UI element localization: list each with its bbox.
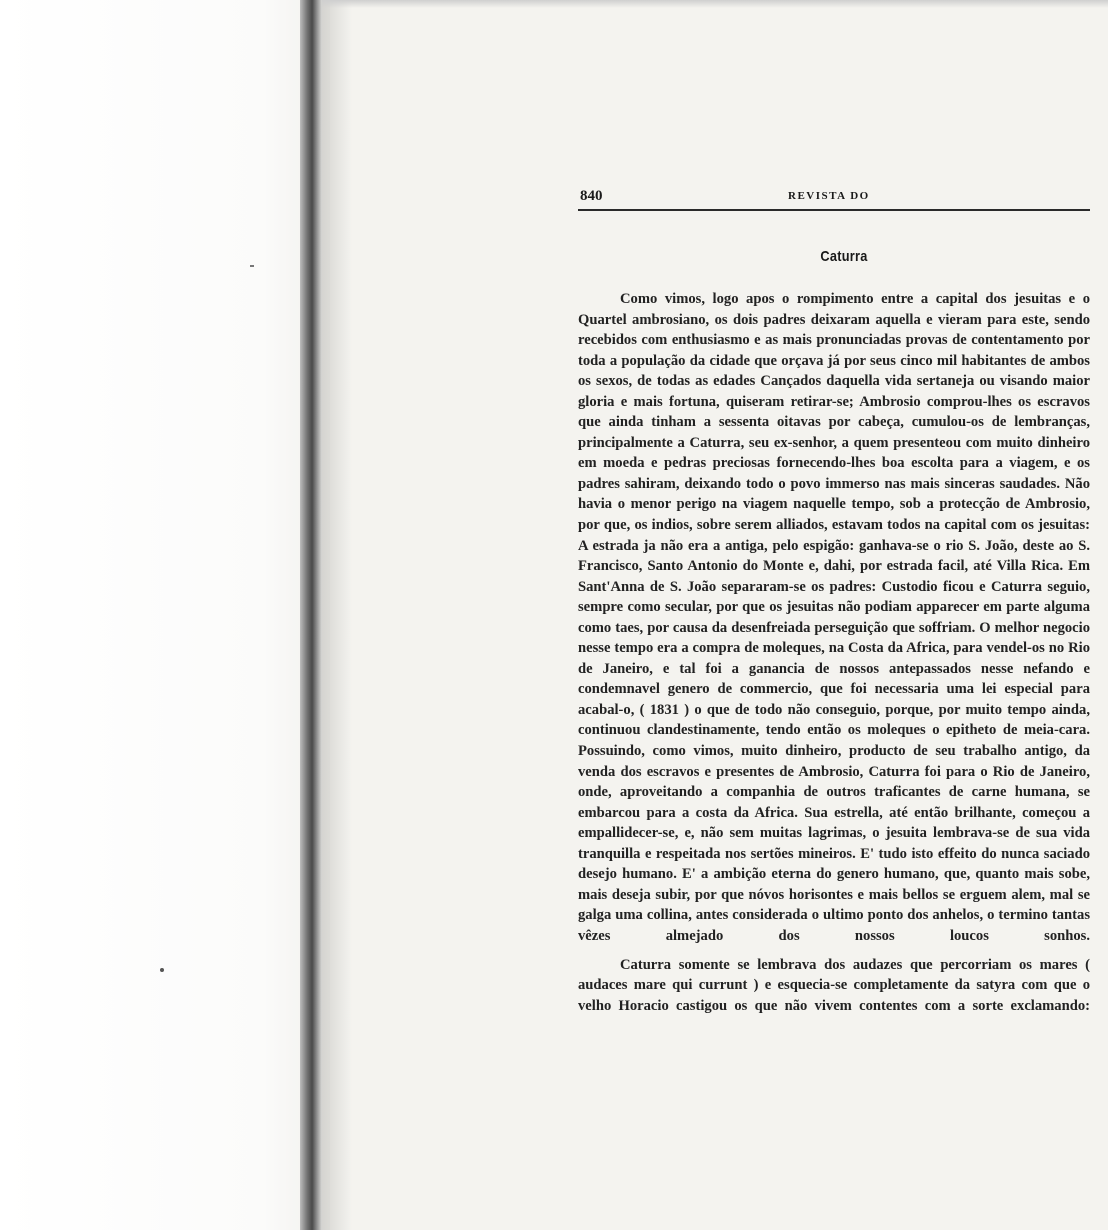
- book-spine: [300, 0, 322, 1230]
- paragraph: Como vimos, logo apos o rompimento entre a capital dos jesuitas e o Quartel ambrosiano, os dois padres deixaram aquella e vieram para este, sendo recebidos com enthusiasmo e as mais pronunciadas provas de contentamento por toda a população da cidade que orçava já por seus cinco mil habitantes de ambos os sexos, de todas as edades Cançados daquella vida sertaneja ou visando maior gloria e mais fortuna, quiseram retirar-se; Ambrosio comprou-lhes os escravos que ainda tinham a sessenta oitavas por cabeça, cumulou-os de lembranças, principalmente a Caturra, seu ex-senhor, a quem presenteou com muito dinheiro em moeda e pedras preciosas fornecendo-lhes boa escolta para a viagem, e os padres sahiram, deixando todo o povo immerso nas mais sinceras saudades. Não havia o menor perigo na viagem naquelle tempo, sob a protecção de Ambrosio, por que, os indios, sobre serem alliados, estavam todos na capital com os jesuitas: A estrada ja não era a antiga, pelo espigão: ganhava-se o rio S. João, deste ao S. Francisco, Santo Antonio do Monte e, dahi, por estrada facil, até Villa Rica. Em Sant'Anna de S. João separaram-se os padres: Custodio ficou e Caturra seguio, sempre como secular, por que os jesuitas não podiam apparecer em parte alguma como taes, por causa da desenfreiada perseguição que soffriam. O melhor negocio nesse tempo era a compra de moleques, na Costa da Africa, para vendel-os no Rio de Janeiro, e tal foi a ganancia de nossos antepassados nesse nefando e condemnavel genero de commercio, que foi necessaria uma lei especial para acabal-o, ( 1831 ) o que de todo não conseguio, porque, por muito tempo ainda, continuou clandestinamente, tendo então os moleques o epitheto de meia-cara. Possuindo, como vimos, muito dinheiro, producto de seu trabalho antigo, da venda dos escravos e presentes de Ambrosio, Caturra foi para o Rio de Janeiro, onde, aproveitando a companhia de outros traficantes de carne humana, se embarcou para a costa da Africa. Sua estrella, até então brilhante, começou a empallidecer-se, e, não sem muitas lagrimas, o jesuita lembrava-se de sua vida tranquilla e respeitada nos sertões mineiros. E' tudo isto effeito do nunca saciado desejo humano. E' a ambição eterna do genero humano, que, quanto mais sobe, mais deseja subir, por que nóvos horisontes e mais bellos se erguem alem, mal se galga uma collina, antes considerada o ultimo ponto dos anhelos, o termino tantas vêzes almejado dos nossos loucos sonhos.: [578, 291, 1090, 944]
- chapter-title: Caturra: [820, 248, 868, 265]
- header-rule: [578, 209, 1090, 211]
- page-header: [578, 188, 1090, 210]
- scan-speck: [160, 968, 164, 972]
- running-head: REVISTA DO: [788, 190, 870, 202]
- book-gutter: [0, 0, 330, 1230]
- paragraph: Caturra somente se lembrava dos audazes que percorriam os mares ( audaces mare qui currunt ) e esquecia-se completamente da satyra com que o velho Horacio castigou os que não vivem contentes com a sorte exclamando:: [578, 956, 1090, 1014]
- body-text: [578, 289, 1090, 1016]
- scan-speck: [250, 265, 254, 267]
- book-page: [578, 188, 1090, 1016]
- page-number: 840: [580, 188, 603, 204]
- spine-shadow: [322, 0, 352, 1230]
- scan-top-edge: [322, 0, 1108, 8]
